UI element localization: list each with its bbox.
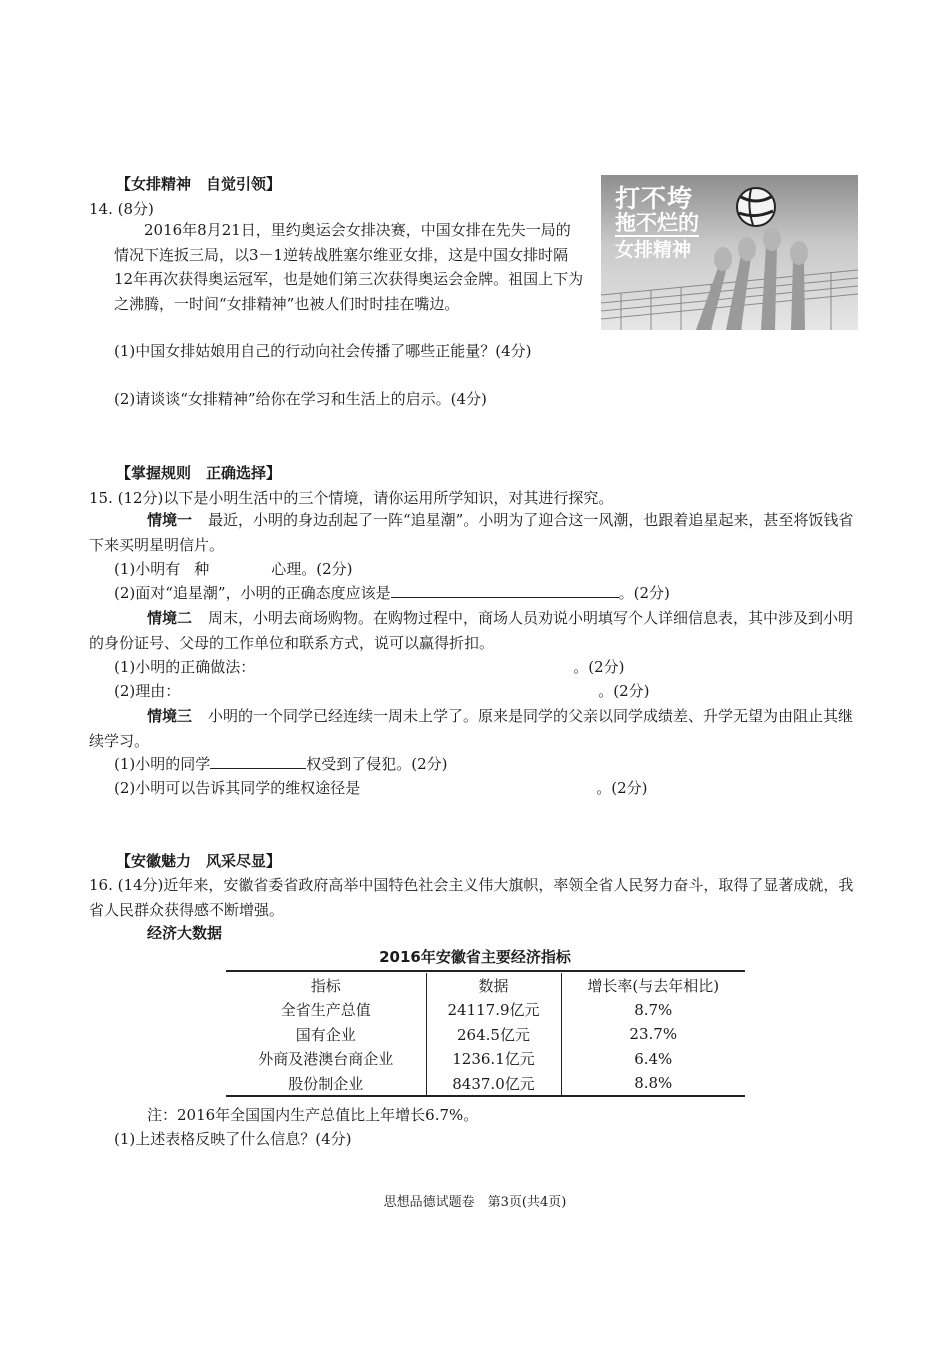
scenario-1-q2 xyxy=(114,582,670,603)
s1-q1-mid: 种 xyxy=(194,560,210,578)
scenario-2-q2 xyxy=(114,680,650,701)
s1-q1-prefix: (1)小明有 xyxy=(114,560,181,578)
photo-caption xyxy=(615,184,699,262)
question-16-sub1: (1)上述表格反映了什么信息？(4分) xyxy=(114,1130,352,1148)
s1-q1-suffix: 心理。(2分) xyxy=(271,560,353,578)
table-header: 指标 xyxy=(226,973,426,998)
table-cell: 6.4% xyxy=(634,1049,673,1068)
table-cell: 8.7% xyxy=(634,1000,673,1019)
table-cell: 8.8% xyxy=(634,1074,673,1093)
scenario-3-q1 xyxy=(114,753,448,774)
table-note: 注：2016年全国国内生产总值比上年增长6.7%。 xyxy=(147,1106,479,1124)
table-cell: 外商及港澳台商企业 xyxy=(226,1047,426,1072)
question-14-sub1: (1)中国女排姑娘用自己的行动向社会传播了哪些正能量？(4分) xyxy=(114,342,532,360)
table-cell: 国有企业 xyxy=(226,1022,426,1047)
scenario-2-text: 周末，小明去商场购物。在购物过程中，商场人员劝说小明填写个人详细信息表，其中涉及到小明的身份证号、父母的工作单位和联系方式，说可以赢得折扣。 xyxy=(89,609,854,652)
table-cell: 24117.9亿元 xyxy=(426,998,561,1023)
table-header: 数据 xyxy=(426,973,561,998)
s3-q1-prefix: (1)小明的同学 xyxy=(114,755,211,773)
economic-indicators-table xyxy=(226,973,745,1096)
section-heading-15: 【掌握规则 正确选择】 xyxy=(116,464,282,482)
scenario-3-text: 小明的一个同学已经连续一周未上学了。原来是同学的父亲以同学成绩差、升学无望为由阻止其继续学习。 xyxy=(89,707,854,750)
table-cell: 股份制企业 xyxy=(226,1071,426,1096)
question-14-sub2: (2)请谈谈“女排精神”给你在学习和生活上的启示。(4分) xyxy=(114,390,487,408)
s1-q2-prefix: (2)面对“追星潮”，小明的正确态度应该是 xyxy=(114,584,391,602)
table-cell: 8437.0亿元 xyxy=(426,1071,561,1096)
s2-q2-suffix: 。(2分) xyxy=(598,682,650,700)
question-15-intro: 15. (12分)以下是小明生活中的三个情境，请你运用所学知识，对其进行探究。 xyxy=(89,489,614,507)
table-cell: 23.7% xyxy=(629,1025,678,1044)
s2-q1-suffix: 。(2分) xyxy=(573,658,625,676)
scenario-2-q1 xyxy=(114,656,625,677)
table-title: 2016年安徽省主要经济指标 xyxy=(379,948,571,966)
section-heading-16: 【安徽魅力 风采尽显】 xyxy=(116,852,282,870)
scenario-3-label: 情境三 xyxy=(147,707,193,725)
photo-caption-line1: 打不垮 xyxy=(615,184,694,213)
page-footer: 思想品德试题卷 第3页(共4页) xyxy=(383,1195,567,1210)
s2-q1-prefix: (1)小明的正确做法： xyxy=(114,658,256,676)
question-16-intro: 16. (14分)近年来，安徽省委省政府高举中国特色社会主义伟大旗帜，率领全省人民努力奋斗，取得了显著成就，我省人民群众获得感不断增强。 xyxy=(89,876,854,919)
table-cell: 全省生产总值 xyxy=(226,998,426,1023)
table-cell: 1236.1亿元 xyxy=(426,1047,561,1072)
table-header-row xyxy=(226,973,745,998)
table-header: 增长率(与去年相比) xyxy=(587,976,720,995)
photo-caption-line2: 拖不烂的 xyxy=(615,211,699,235)
s1-q2-suffix: 。(2分) xyxy=(618,584,670,602)
answer-blank[interactable] xyxy=(391,583,619,598)
scenario-1-label: 情境一 xyxy=(147,511,193,529)
scenario-1-text: 最近，小明的身边刮起了一阵“追星潮”。小明为了迎合这一风潮，也跟着追星起来，甚至将饭钱省下来买明星明信片。 xyxy=(89,511,854,554)
table-row xyxy=(226,1047,745,1072)
scenario-1-q1 xyxy=(114,558,353,579)
scenario-3-q2 xyxy=(114,777,648,798)
photo-caption-line3: 女排精神 xyxy=(615,235,699,262)
table-row xyxy=(226,998,745,1023)
question-14-passage: 2016年8月21日，里约奥运会女排决赛，中国女排在先失一局的情况下连扳三局，以3－1逆转战胜塞尔维亚女排，这是中国女排时隔12年再次获得奥运冠军，也是她们第三次获得奥运会金牌。祖国上下为之沸腾，一时间“女排精神”也被人们时时挂在嘴边。 xyxy=(114,221,584,313)
answer-blank[interactable] xyxy=(210,754,306,769)
s2-q2-prefix: (2)理由： xyxy=(114,682,181,700)
s3-q2-prefix: (2)小明可以告诉其同学的维权途径是 xyxy=(114,779,361,797)
scenario-1 xyxy=(89,508,859,557)
section-heading-14: 【女排精神 自觉引领】 xyxy=(116,175,282,193)
scenario-2 xyxy=(89,606,859,655)
s3-q1-suffix: 权受到了侵犯。(2分) xyxy=(306,755,448,773)
scenario-3 xyxy=(89,704,859,753)
scenario-2-label: 情境二 xyxy=(147,609,193,627)
question-number-14: 14. (8分) xyxy=(89,200,154,218)
table-cell: 264.5亿元 xyxy=(426,1022,561,1047)
volleyball-photo xyxy=(601,175,858,330)
sub-heading-economic-data: 经济大数据 xyxy=(147,924,223,942)
table-row xyxy=(226,1071,745,1096)
s3-q2-suffix: 。(2分) xyxy=(596,779,648,797)
table-row xyxy=(226,1022,745,1047)
